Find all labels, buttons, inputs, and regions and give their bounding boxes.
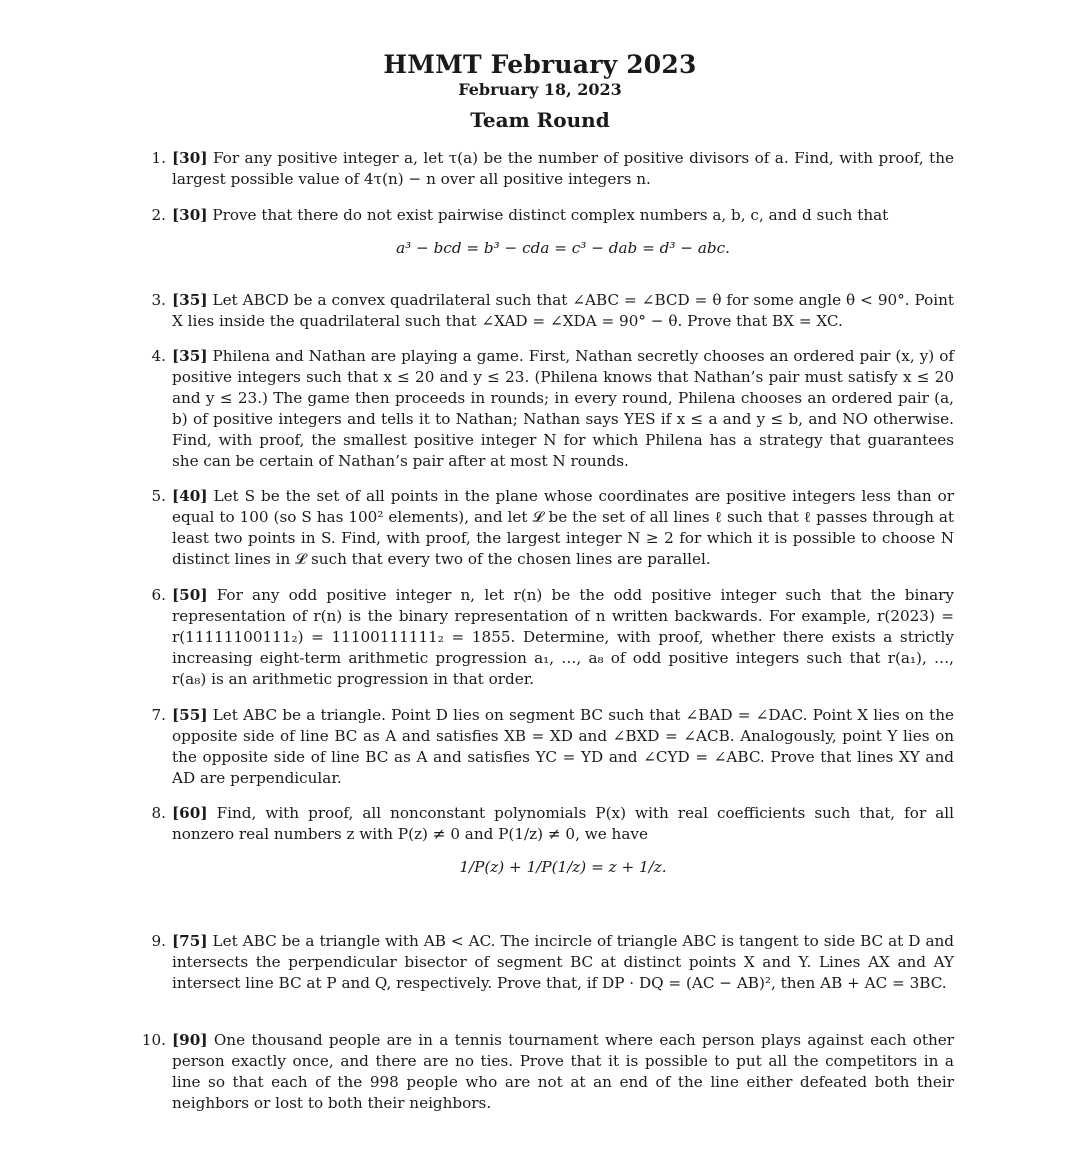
problem-number: 8.	[151, 804, 166, 822]
problem-text: For any positive integer a, let τ(a) be the number of positive divisors of a. Find, with proof, the largest possible value of 4τ(n) − n over all positive integers n.	[172, 149, 954, 188]
problem-text: Philena and Nathan are playing a game. First, Nathan secretly chooses an ordered pair (x, y) of positive integers such that x ≤ 20 and y ≤ 23. (Philena knows that Nathan’s pair must satisfy x ≤ 20 and y ≤ 23.) The game then proceeds in rounds; in every round, Philena chooses an ordered pair (a, b) of positive integers and tells it to Nathan; Nathan says YES if x ≤ a and y ≤ b, and NO otherwise. Find, with proof, the smallest positive integer N for which Philena has a strategy that guarantees she can be certain of Nathan’s pair after at most N rounds.	[172, 347, 955, 470]
problem-points: [55]	[172, 706, 208, 724]
problem-3	[151, 290, 955, 332]
problem-text: Let ABCD be a convex quadrilateral such that ∠ABC = ∠BCD = θ for some angle θ < 90°. Point X lies inside the quadrilateral such that ∠XAD = ∠XDA = 90° − θ. Prove that BX = XC.	[172, 291, 955, 330]
contest-title: HMMT February 2023	[383, 50, 697, 79]
problem-2	[151, 205, 954, 259]
problem-text: One thousand people are in a tennis tournament where each person plays against each other person exactly once, and there are no ties. Prove that it is possible to put all the competitors in a line so that each of the 998 people who are not at an end of the line either defeated both their neighbors or lost to both their neighbors.	[172, 1031, 955, 1112]
problem-1	[151, 148, 954, 190]
problem-7	[151, 705, 954, 789]
problem-points: [75]	[172, 932, 208, 950]
problem-10	[141, 1030, 955, 1114]
problem-points: [30]	[172, 149, 208, 167]
problem-4	[151, 346, 955, 471]
round-title: Team Round	[470, 108, 610, 132]
problem-points: [50]	[172, 586, 208, 604]
problem-text: Let ABC be a triangle. Point D lies on segment BC such that ∠BAD = ∠DAC. Point X lies on the opposite side of line BC as A and satisfies XB = XD and ∠BXD = ∠ACB. Analogously, point Y lies on the opposite side of line BC as A and satisfies YC = YD and ∠CYD = ∠ABC. Prove that lines XY and AD are perpendicular.	[172, 706, 954, 787]
problem-number: 2.	[151, 206, 166, 224]
problem-points: [60]	[172, 804, 208, 822]
problem-text: Let S be the set of all points in the plane whose coordinates are positive integers less than or equal to 100 (so S has 100² elements), and let 𝓛 be the set of all lines ℓ such that ℓ passes through at least two points in S. Find, with proof, the largest integer N ≥ 2 for which it is possible to choose N distinct lines in 𝓛 such that every two of the chosen lines are parallel.	[172, 487, 955, 568]
problem-points: [35]	[172, 347, 208, 365]
problem-number: 7.	[151, 706, 166, 724]
problem-points: [30]	[172, 206, 208, 224]
problem-number: 5.	[151, 487, 166, 505]
problem-9	[151, 931, 955, 994]
problem-number: 4.	[151, 347, 166, 365]
problem-number: 9.	[151, 932, 166, 950]
display-equation: a³ − bcd = b³ − cda = c³ − dab = d³ − abc.	[396, 238, 730, 257]
display-equation: 1/P(z) + 1/P(1/z) = z + 1/z.	[459, 857, 667, 876]
problem-number: 6.	[151, 586, 166, 604]
problem-number: 10.	[141, 1031, 166, 1049]
problem-points: [40]	[172, 487, 208, 505]
problem-number: 1.	[151, 149, 166, 167]
problem-text: Let ABC be a triangle with AB < AC. The incircle of triangle ABC is tangent to side BC at D and intersects the perpendicular bisector of segment BC at distinct points X and Y. Lines AX and AY intersect line BC at P and Q, respectively. Prove that, if DP · DQ = (AC − AB)², then AB + AC = 3BC.	[172, 932, 955, 992]
problem-text: Find, with proof, all nonconstant polynomials P(x) with real coefficients such that, for all nonzero real numbers z with P(z) ≠ 0 and P(1/z) ≠ 0, we have	[172, 804, 955, 843]
problem-5	[151, 486, 955, 570]
problem-8	[151, 803, 955, 878]
problem-points: [90]	[172, 1031, 208, 1049]
problem-points: [35]	[172, 291, 208, 309]
problem-text: For any odd positive integer n, let r(n) be the odd positive integer such that the binary representation of r(n) is the binary representation of n written backwards. For example, r(2023) = r(11111100111₂) = 11100111111₂ = 1855. Determine, with proof, whether there exists a strictly increasing eight-term arithmetic progression a₁, …, a₈ of odd positive integers such that r(a₁), …, r(a₈) is an arithmetic progression in that order.	[172, 586, 954, 688]
problem-6	[151, 585, 954, 690]
contest-date: February 18, 2023	[458, 80, 622, 99]
problem-number: 3.	[151, 291, 166, 309]
problem-text: Prove that there do not exist pairwise distinct complex numbers a, b, c, and d such that	[212, 206, 889, 224]
